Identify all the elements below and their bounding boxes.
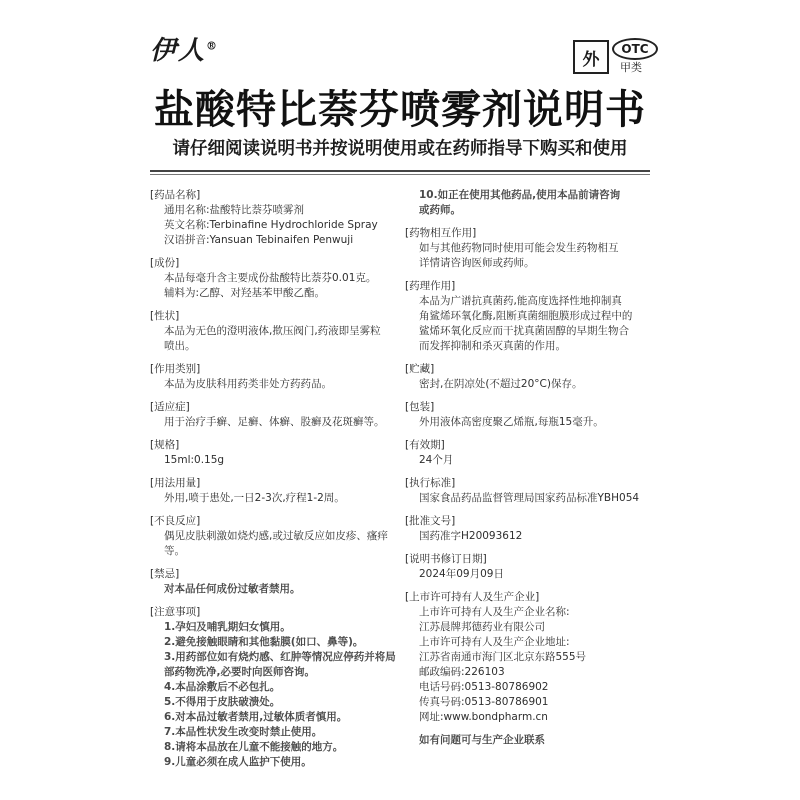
section-heading: [用法用量] bbox=[150, 477, 201, 489]
left-column bbox=[150, 188, 396, 778]
section bbox=[405, 400, 650, 430]
section-heading: [适应症] bbox=[150, 401, 190, 413]
section-text-line: 8.请将本品放在儿童不能接触的地方。 bbox=[164, 741, 344, 753]
section-text-line: 如与其他药物同时使用可能会发生药物相互 bbox=[419, 242, 619, 254]
section-text-line: 本品为皮肤科用药类非处方药药品。 bbox=[164, 378, 332, 390]
otc-class-label: 甲类 bbox=[620, 61, 642, 74]
section bbox=[405, 188, 650, 218]
brand-logo: 伊人® bbox=[150, 36, 220, 66]
section-text-line: 外用液体高密度聚乙烯瓶,每瓶15毫升。 bbox=[419, 416, 604, 428]
section-text-line: 15ml:0.15g bbox=[164, 454, 225, 466]
section-text-line: 喷出。 bbox=[164, 340, 196, 352]
section-heading: [性状] bbox=[150, 310, 180, 322]
section-text-line: 如有问题可与生产企业联系 bbox=[419, 734, 545, 746]
section-text-line: 外用,喷于患处,一日2-3次,疗程1-2周。 bbox=[164, 492, 345, 504]
section-heading: [药理作用] bbox=[405, 280, 456, 292]
section-text-line: 传真号码:0513-80786901 bbox=[419, 696, 549, 708]
otc-badge: OTC bbox=[612, 38, 658, 60]
right-column bbox=[405, 188, 650, 756]
section-text-line: 辅料为:乙醇、对羟基苯甲酸乙酯。 bbox=[164, 287, 326, 299]
section-text-line: 国家食品药品监督管理局国家药品标准YBH054 bbox=[419, 492, 640, 504]
section-text-line: 对本品任何成份过敏者禁用。 bbox=[164, 583, 301, 595]
section-text-line: 电话号码:0513-80786902 bbox=[419, 681, 549, 693]
section-heading: [成份] bbox=[150, 257, 180, 269]
page-subtitle: 请仔细阅读说明书并按说明使用或在药师指导下购买和使用 bbox=[172, 139, 628, 159]
section-text-line: 英文名称:Terbinafine Hydrochloride Spray bbox=[164, 219, 378, 231]
section bbox=[405, 476, 650, 506]
section-heading: [说明书修订日期] bbox=[405, 553, 487, 565]
external-use-badge: 外 bbox=[573, 40, 609, 74]
section-text-line: 部药物洗净,必要时向医师咨询。 bbox=[164, 666, 315, 678]
section-text-line: 而发挥抑制和杀灭真菌的作用。 bbox=[419, 340, 566, 352]
section-heading: [不良反应] bbox=[150, 515, 201, 527]
section-text-line: 3.用药部位如有烧灼感、红肿等情况应停药并将局 bbox=[164, 651, 396, 663]
section bbox=[150, 567, 388, 597]
section bbox=[405, 590, 650, 725]
section-text-line: 5.不得用于皮肤破溃处。 bbox=[164, 696, 281, 708]
title-divider-thin bbox=[150, 174, 650, 175]
section bbox=[405, 279, 650, 354]
section-text-line: 24个月 bbox=[419, 454, 454, 466]
section-text-line: 网址:www.bondpharm.cn bbox=[419, 711, 548, 723]
section bbox=[405, 226, 650, 271]
section bbox=[150, 605, 396, 770]
section bbox=[150, 309, 388, 354]
section-text-line: 2.避免接触眼睛和其他黏膜(如口、鼻等)。 bbox=[164, 636, 364, 648]
section bbox=[405, 438, 650, 468]
section-text-line: 等。 bbox=[164, 545, 185, 557]
section bbox=[150, 188, 388, 248]
section-heading: [贮藏] bbox=[405, 363, 435, 375]
section-text-line: 用于治疗手癣、足癣、体癣、股癣及花斑癣等。 bbox=[164, 416, 385, 428]
section-text-line: 江苏省南通市海门区北京东路555号 bbox=[419, 651, 587, 663]
section bbox=[150, 438, 388, 468]
section-text-line: 本品为广谱抗真菌药,能高度选择性地抑制真 bbox=[419, 295, 622, 307]
section-text-line: 上市许可持有人及生产企业地址: bbox=[419, 636, 570, 648]
section-text-line: 详情请咨询医师或药师。 bbox=[419, 257, 535, 269]
section-text-line: 密封,在阴凉处(不超过20°C)保存。 bbox=[419, 378, 583, 390]
section bbox=[405, 733, 650, 748]
section-text-line: 偶见皮肤刺激如烧灼感,或过敏反应如皮疹、瘙痒 bbox=[164, 530, 388, 542]
section-text-line: 本品每毫升含主要成份盐酸特比萘芬0.01克。 bbox=[164, 272, 377, 284]
section-text-line: 江苏晨牌邦德药业有限公司 bbox=[419, 621, 545, 633]
section bbox=[150, 514, 388, 559]
section bbox=[150, 476, 388, 506]
section-text-line: 10.如正在使用其他药品,使用本品前请咨询 bbox=[419, 189, 621, 201]
title-divider bbox=[150, 170, 650, 172]
section-heading: [有效期] bbox=[405, 439, 445, 451]
section-text-line: 通用名称:盐酸特比萘芬喷雾剂 bbox=[164, 204, 305, 216]
section-heading: [批准文号] bbox=[405, 515, 456, 527]
section-heading: [作用类别] bbox=[150, 363, 201, 375]
section bbox=[405, 514, 650, 544]
section-text-line: 邮政编码:226103 bbox=[419, 666, 505, 678]
section-text-line: 2024年09月09日 bbox=[419, 568, 504, 580]
section-text-line: 6.对本品过敏者禁用,过敏体质者慎用。 bbox=[164, 711, 348, 723]
section-text-line: 或药师。 bbox=[419, 204, 461, 216]
section-heading: [执行标准] bbox=[405, 477, 456, 489]
section-text-line: 上市许可持有人及生产企业名称: bbox=[419, 606, 570, 618]
section-heading: [上市许可持有人及生产企业] bbox=[405, 591, 540, 603]
section-heading: [禁忌] bbox=[150, 568, 180, 580]
section-text-line: 鲨烯环氧化反应而干扰真菌固醇的早期生物合 bbox=[419, 325, 629, 337]
section-heading: [药物相互作用] bbox=[405, 227, 477, 239]
section-text-line: 1.孕妇及哺乳期妇女慎用。 bbox=[164, 621, 291, 633]
section bbox=[150, 400, 388, 430]
section-text-line: 国药准字H20093612 bbox=[419, 530, 523, 542]
section-heading: [药品名称] bbox=[150, 189, 201, 201]
section-text-line: 9.儿童必须在成人监护下使用。 bbox=[164, 756, 312, 768]
page-title: 盐酸特比萘芬喷雾剂说明书 bbox=[154, 87, 646, 133]
section-text-line: 角鲨烯环氧化酶,阻断真菌细胞膜形成过程中的 bbox=[419, 310, 633, 322]
section bbox=[405, 552, 650, 582]
section-text-line: 汉语拼音:Yansuan Tebinaifen Penwuji bbox=[164, 234, 354, 246]
registered-mark: ® bbox=[206, 39, 220, 53]
section-text-line: 本品为无色的澄明液体,揿压阀门,药液即呈雾粒 bbox=[164, 325, 381, 337]
section bbox=[405, 362, 650, 392]
section-text-line: 7.本品性状发生改变时禁止使用。 bbox=[164, 726, 323, 738]
section-heading: [规格] bbox=[150, 439, 180, 451]
section-heading: [注意事项] bbox=[150, 606, 201, 618]
section-text-line: 4.本品涂敷后不必包扎。 bbox=[164, 681, 281, 693]
section bbox=[150, 362, 388, 392]
section bbox=[150, 256, 388, 301]
section-heading: [包装] bbox=[405, 401, 435, 413]
